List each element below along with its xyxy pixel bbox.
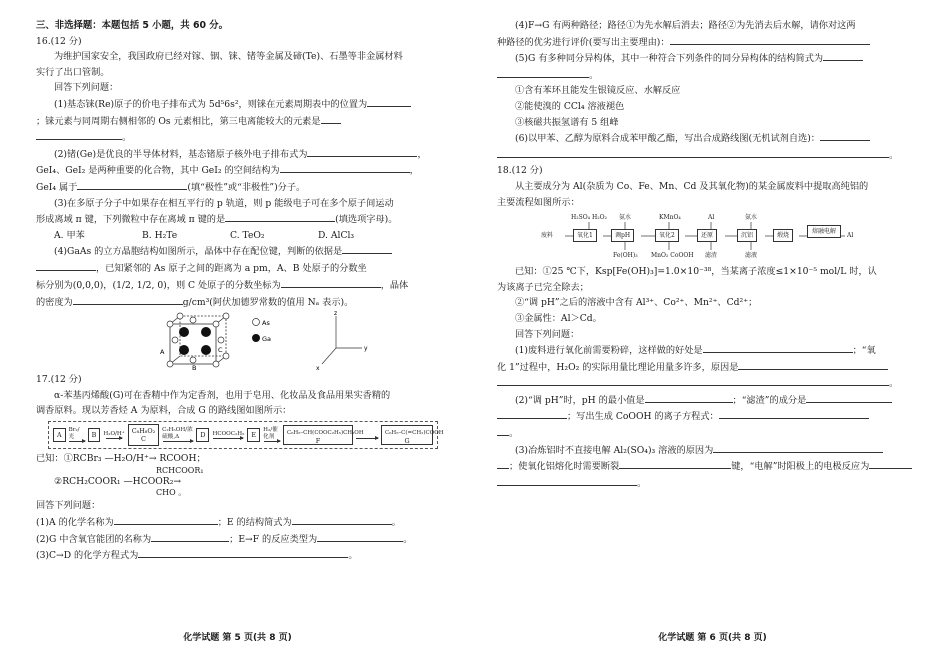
- reagent-label: H₂O/H⁺: [103, 430, 125, 437]
- answer-blank[interactable]: [497, 475, 637, 486]
- answer-blank[interactable]: [138, 547, 348, 558]
- condition-2: ②能使溴的 CCl₄ 溶液褪色: [515, 100, 625, 112]
- answer-blank[interactable]: [738, 359, 888, 370]
- q18-known-2: ②“调 pH”之后的溶液中含有 Al³⁺、Co²⁺、Mn²⁺、Cd²⁺；: [515, 297, 758, 309]
- answer-blank[interactable]: [225, 211, 335, 222]
- product-filtrate: 滤液: [745, 252, 758, 260]
- option-d: D. AlCl₃: [318, 229, 355, 241]
- answer-blank[interactable]: [36, 129, 122, 140]
- compound-c: [128, 424, 159, 446]
- known-2: ②RCH₂COOR₁ —HCOOR₂→: [54, 476, 182, 488]
- flow-precipitate-al: 沉铝: [737, 229, 757, 242]
- q16-part2: (2)锗(Ge)是优良的半导体材料，基态锗原子核外电子排布式为 ，: [36, 146, 447, 163]
- axis-x: x: [316, 365, 320, 373]
- known-2-top: RCHCOOR₁: [156, 466, 204, 476]
- q17-part5-blank: 。: [497, 67, 912, 84]
- q16-intro-2: 实行了出口管制。: [36, 66, 110, 78]
- product-residue: 滤渣: [705, 252, 718, 260]
- q17-part3: (3)C→D 的化学方程式为 。: [36, 547, 447, 564]
- axis-y: y: [364, 345, 368, 353]
- q18-p1b: 化 1”过程中，H₂O₂ 的实际用量比理论用量多许多，原因是: [497, 361, 739, 373]
- q17-part6-blank: 。: [497, 147, 912, 164]
- reagent-arrow: [356, 431, 378, 440]
- compound-f-label: F: [315, 436, 321, 445]
- q16-p4d2: g/cm³(阿伏加德罗常数的值用 Nₐ 表示)。: [182, 296, 354, 308]
- q17-p6: (6)以甲苯、乙醇为原料合成苯甲酸乙酯，写出合成路线图(无机试剂自选)：: [515, 133, 820, 145]
- q18-part1-blank: 。: [497, 375, 912, 392]
- q16-part1: [36, 96, 447, 113]
- reagent-label: H₂/催化剂: [263, 427, 278, 440]
- q16-p4b: ，已知紧邻的 As 原子之间的距离为 a pm，A、B 处原子的分数坐: [96, 262, 367, 274]
- q16-part4: [36, 243, 447, 260]
- answer-blank[interactable]: [806, 392, 892, 403]
- compound-a: A: [53, 428, 66, 442]
- reagent-kmno4: KMnO₄: [659, 214, 681, 222]
- answer-blank[interactable]: [317, 531, 403, 542]
- reagent-h2so4-h2o2: H₂SO₄ H₂O₂: [571, 214, 607, 222]
- q18-known-1: 已知：①25 ℃下，Ksp[Fe(OH)₃]=1.0×10⁻³⁸，当某离子浓度≤1×10⁻⁵ mol/L 时，认: [515, 266, 877, 278]
- known-2-bottom: CHO: [156, 488, 176, 498]
- q16-part1c: 。: [36, 129, 447, 146]
- answer-blank[interactable]: [280, 162, 410, 173]
- q18-p3b: ；使氧化铝熔化时需要断裂: [509, 461, 620, 473]
- q18-p2a: (2)“调 pH”时，pH 的最小值是: [515, 394, 645, 406]
- answer-blank[interactable]: [670, 34, 870, 45]
- answer-blank[interactable]: [151, 531, 229, 542]
- q17-p4b: 种路径的优劣进行评价(要写出主要理由)：: [497, 36, 670, 48]
- reagent-arrow: [162, 427, 193, 442]
- q18-part2: [497, 392, 912, 409]
- q18-part1b: [497, 359, 912, 376]
- reagent-arrow: [103, 431, 124, 440]
- reagent-arrow: [212, 431, 244, 440]
- page-footer-6: 化学试题 第 6 页(共 8 页): [658, 633, 767, 643]
- q16-p3b2: (填选项字母)。: [335, 214, 398, 226]
- q17-part5: [497, 50, 912, 67]
- answer-blank[interactable]: [823, 50, 863, 61]
- answer-blank[interactable]: [342, 243, 392, 254]
- flow-oxidation-2: 氧化2: [655, 229, 679, 242]
- product-mno2-coooh: MnO₂ CoOOH: [651, 252, 694, 260]
- q16-p2c: GeI₄ 属于: [36, 181, 78, 193]
- q18-p1a: (1)废料进行氧化前需要粉碎，这样做的好处是: [515, 345, 703, 357]
- compound-b: B: [88, 428, 101, 442]
- answer-blank[interactable]: [36, 260, 96, 271]
- q17-p5a: (5)G 有多种同分异构体，其中一种符合下列条件的同分异构体的结构简式为: [515, 53, 824, 65]
- q17-ask: 回答下列问题：: [36, 500, 101, 512]
- answer-blank[interactable]: [77, 179, 187, 190]
- flow-scrap: 废料: [541, 232, 554, 240]
- answer-blank[interactable]: [820, 130, 870, 141]
- q18-p2b: ；写出生成 CoOOH 的离子方程式：: [567, 411, 719, 423]
- flow-adjust-ph: 调pH: [611, 229, 634, 242]
- q16-part3b: [36, 211, 447, 228]
- q18-part3-blank: 。: [497, 475, 912, 492]
- unit-cell-diagram: [156, 310, 396, 372]
- legend-ga: Ga: [262, 335, 272, 344]
- answer-blank[interactable]: [497, 147, 889, 158]
- answer-blank[interactable]: [114, 514, 218, 525]
- q18-p1a2: ；“氧: [852, 345, 876, 357]
- q18-p3a: (3)冶炼铝时不直接电解 Al₂(SO₄)₃ 溶液的原因为: [515, 444, 714, 456]
- reagent-al: Al: [708, 214, 715, 222]
- q18-head: 18.(12 分): [497, 165, 543, 177]
- answer-blank[interactable]: [307, 146, 417, 157]
- compound-c-label: C: [141, 434, 146, 443]
- q17-p2a: (2)G 中含氧官能团的名称为: [36, 533, 152, 545]
- compound-e: E: [247, 428, 260, 442]
- synthesis-route: [48, 421, 444, 449]
- answer-blank[interactable]: [292, 514, 392, 525]
- compound-d: D: [196, 428, 209, 442]
- q18-ask: 回答下列问题：: [515, 328, 580, 340]
- reagent-label: C₂H₅OH/浓硫酸,Δ: [162, 427, 193, 440]
- q18-part1: [497, 342, 912, 359]
- q16-p1b: ；铼元素与同周期右侧相邻的 Os 元素相比，第三电离能较大的元素是: [36, 115, 321, 127]
- q16-head: 16.(12 分): [36, 35, 82, 47]
- q18-known-1b: 为该离子已完全除去；: [497, 281, 589, 293]
- q18-p2a2: ；“滤渣”的成分是: [732, 394, 807, 406]
- q18-known-3: ③金属性：Al＞Cd。: [515, 312, 602, 324]
- q17-part4b: [497, 34, 912, 51]
- answer-blank[interactable]: [497, 67, 589, 78]
- q17-head: 17.(12 分): [36, 374, 82, 386]
- q16-part2c: [36, 179, 447, 196]
- q16-p2a: (2)锗(Ge)是优良的半导体材料，基态锗原子核外电子排布式为: [54, 148, 308, 160]
- q17-p1b: ；E 的结构简式为: [217, 517, 292, 529]
- reagent-ammonia-2: 氨水: [745, 214, 758, 222]
- label-b: B: [192, 364, 197, 373]
- q16-part4b: [36, 260, 447, 277]
- condition-3: ③核磁共振氢谱有 5 组峰: [515, 116, 619, 128]
- q18-intro-2: 主要流程如图所示：: [497, 196, 580, 208]
- answer-blank[interactable]: [703, 342, 853, 353]
- q16-p1a: (1)基态铼(Re)原子的价电子排布式为 5d⁵6s²，则铼在元素周期表中的位置为: [54, 98, 368, 110]
- q17-p1a: (1)A 的化学名称为: [36, 517, 114, 529]
- q17-p3a: (3)C→D 的化学方程式为: [36, 550, 139, 562]
- q16-options: [36, 228, 447, 244]
- answer-blank[interactable]: [497, 458, 509, 469]
- q18-intro: 从主要成分为 Al(杂质为 Co、Fe、Mn、Cd 及其氧化物)的某金属废料中提取高纯铝的: [515, 180, 869, 192]
- legend-as: As: [262, 319, 270, 328]
- q17-known-2-bottom: CHO 。: [156, 488, 187, 498]
- q16-p4a: (4)GaAs 的立方晶胞结构如图所示，晶体中存在配位键，判断的依据是: [54, 246, 343, 258]
- answer-blank[interactable]: [497, 408, 567, 419]
- page-footer-5: 化学试题 第 5 页(共 8 页): [183, 633, 292, 643]
- flow-aluminum: Al: [847, 232, 854, 240]
- q17-known-2: [36, 476, 447, 488]
- option-c: C. TeO₂: [230, 229, 265, 241]
- q16-part4d: [36, 294, 447, 311]
- label-a: A: [160, 348, 165, 357]
- q17-part2: (2)G 中含氧官能团的名称为 ；E→F 的反应类型为 。: [36, 531, 447, 548]
- option-a: A. 甲苯: [54, 229, 85, 241]
- q16-p4c2: ，晶体: [380, 279, 409, 291]
- reagent-label: Br₂/光: [68, 427, 80, 440]
- answer-blank[interactable]: [281, 277, 381, 288]
- flow-reduction: 还原: [697, 229, 717, 242]
- compound-g-label: G: [404, 436, 410, 445]
- answer-blank[interactable]: [713, 442, 883, 453]
- answer-blank[interactable]: [73, 294, 183, 305]
- axis-z: z: [334, 310, 338, 318]
- answer-blank[interactable]: [321, 113, 341, 124]
- q17-part1: (1)A 的化学名称为 ；E 的结构简式为 。: [36, 514, 447, 531]
- q17-p2b: ；E→F 的反应类型为: [229, 533, 318, 545]
- reagent-ammonia: 氨水: [619, 214, 632, 222]
- answer-blank[interactable]: [367, 96, 411, 107]
- q18-part2b: [497, 408, 912, 425]
- gaas-unit-cell-figure: [36, 310, 447, 372]
- known-1: ①RCBr₃ —H₂O/H⁺→ RCOOH；: [63, 452, 206, 464]
- q16-ask: 回答下列问题：: [54, 82, 119, 94]
- option-b: B. H₂Te: [142, 229, 178, 241]
- condition-1: ①含有苯环且能发生银镜反应、水解反应: [515, 85, 681, 97]
- reagent-label: HCOOC₂H₅: [212, 430, 245, 437]
- page-6: [475, 0, 950, 659]
- q17-known-1: [36, 451, 447, 467]
- process-flow: [541, 212, 912, 262]
- answer-blank[interactable]: [719, 408, 869, 419]
- answer-blank[interactable]: [497, 375, 889, 386]
- flow-electrolysis: 熔融电解: [807, 225, 841, 238]
- q18-part2-blank: 。: [497, 425, 912, 442]
- reagent-arrow: [69, 427, 85, 442]
- section-title: 三、非选择题：本题包括 5 小题，共 60 分。: [36, 20, 229, 31]
- q16-p3b: 形成离域 π 键，下列微粒中存在离域 π 键的是: [36, 214, 226, 226]
- label-c: C: [218, 346, 223, 355]
- q18-part3: [497, 442, 912, 459]
- q16-p4d: 的密度为: [36, 296, 73, 308]
- compound-g: C₆H₅–C(=CH₂)COOH G: [381, 425, 433, 445]
- known-label: 已知：: [36, 452, 64, 464]
- q16-p2c2: (填“极性”或“非极性”)分子。: [187, 181, 306, 193]
- q18-part3b: [497, 458, 912, 475]
- compound-c-formula: C₈H₈O₂: [131, 426, 156, 435]
- q17-part6: [497, 130, 912, 147]
- compound-f: C₆H₅–CH(COOC₂H₅)CH₂OH F: [283, 425, 353, 445]
- q17-intro: α-苯基丙烯酸(G)可在香精中作为定香剂，也用于皂用、化妆品及食品用果实香精的: [54, 389, 391, 401]
- reagent-arrow: [263, 427, 280, 442]
- q16-part2b: GeI₄、GeI₂ 是两种重要的化合物，其中 GeI₂ 的空间结构为 ，: [36, 162, 447, 179]
- answer-blank[interactable]: [645, 392, 733, 403]
- flow-calcination: 煅烧: [773, 229, 793, 242]
- q17-intro-2: 调香原料。现以芳香烃 A 为原料，合成 G 的路线图如图所示：: [36, 405, 292, 417]
- q16-p3a: (3)在多原子分子中如果存在相互平行的 p 轨道，则 p 能级电子可在多个原子间运动: [54, 197, 394, 209]
- q16-p2b: GeI₄、GeI₂ 是两种重要的化合物，其中 GeI₂ 的空间结构为: [36, 165, 280, 177]
- q18-p3b2: 键，“电解”时阳极上的电极反应为: [731, 461, 870, 473]
- q16-p4c: 标分别为(0,0,0)，(1/2, 1/2, 0)，则 C 处原子的分数坐标为: [36, 279, 281, 291]
- product-fe-oh-3: Fe(OH)₃: [613, 252, 638, 260]
- flow-oxidation-1: 氧化1: [573, 229, 597, 242]
- q16-intro: 为维护国家安全，我国政府已经对镓、铟、铼、锗等金属及碲(Te)、石墨等非金属材料: [54, 51, 403, 63]
- answer-blank[interactable]: [497, 425, 509, 436]
- answer-blank[interactable]: [619, 458, 731, 469]
- answer-blank[interactable]: [869, 458, 912, 469]
- q16-part1b: [36, 113, 447, 130]
- q16-part4c: [36, 277, 447, 294]
- q17-p4a: (4)F→G 有两种路径；路径①为先水解后消去；路径②为先消去后水解，请你对这两: [515, 20, 856, 31]
